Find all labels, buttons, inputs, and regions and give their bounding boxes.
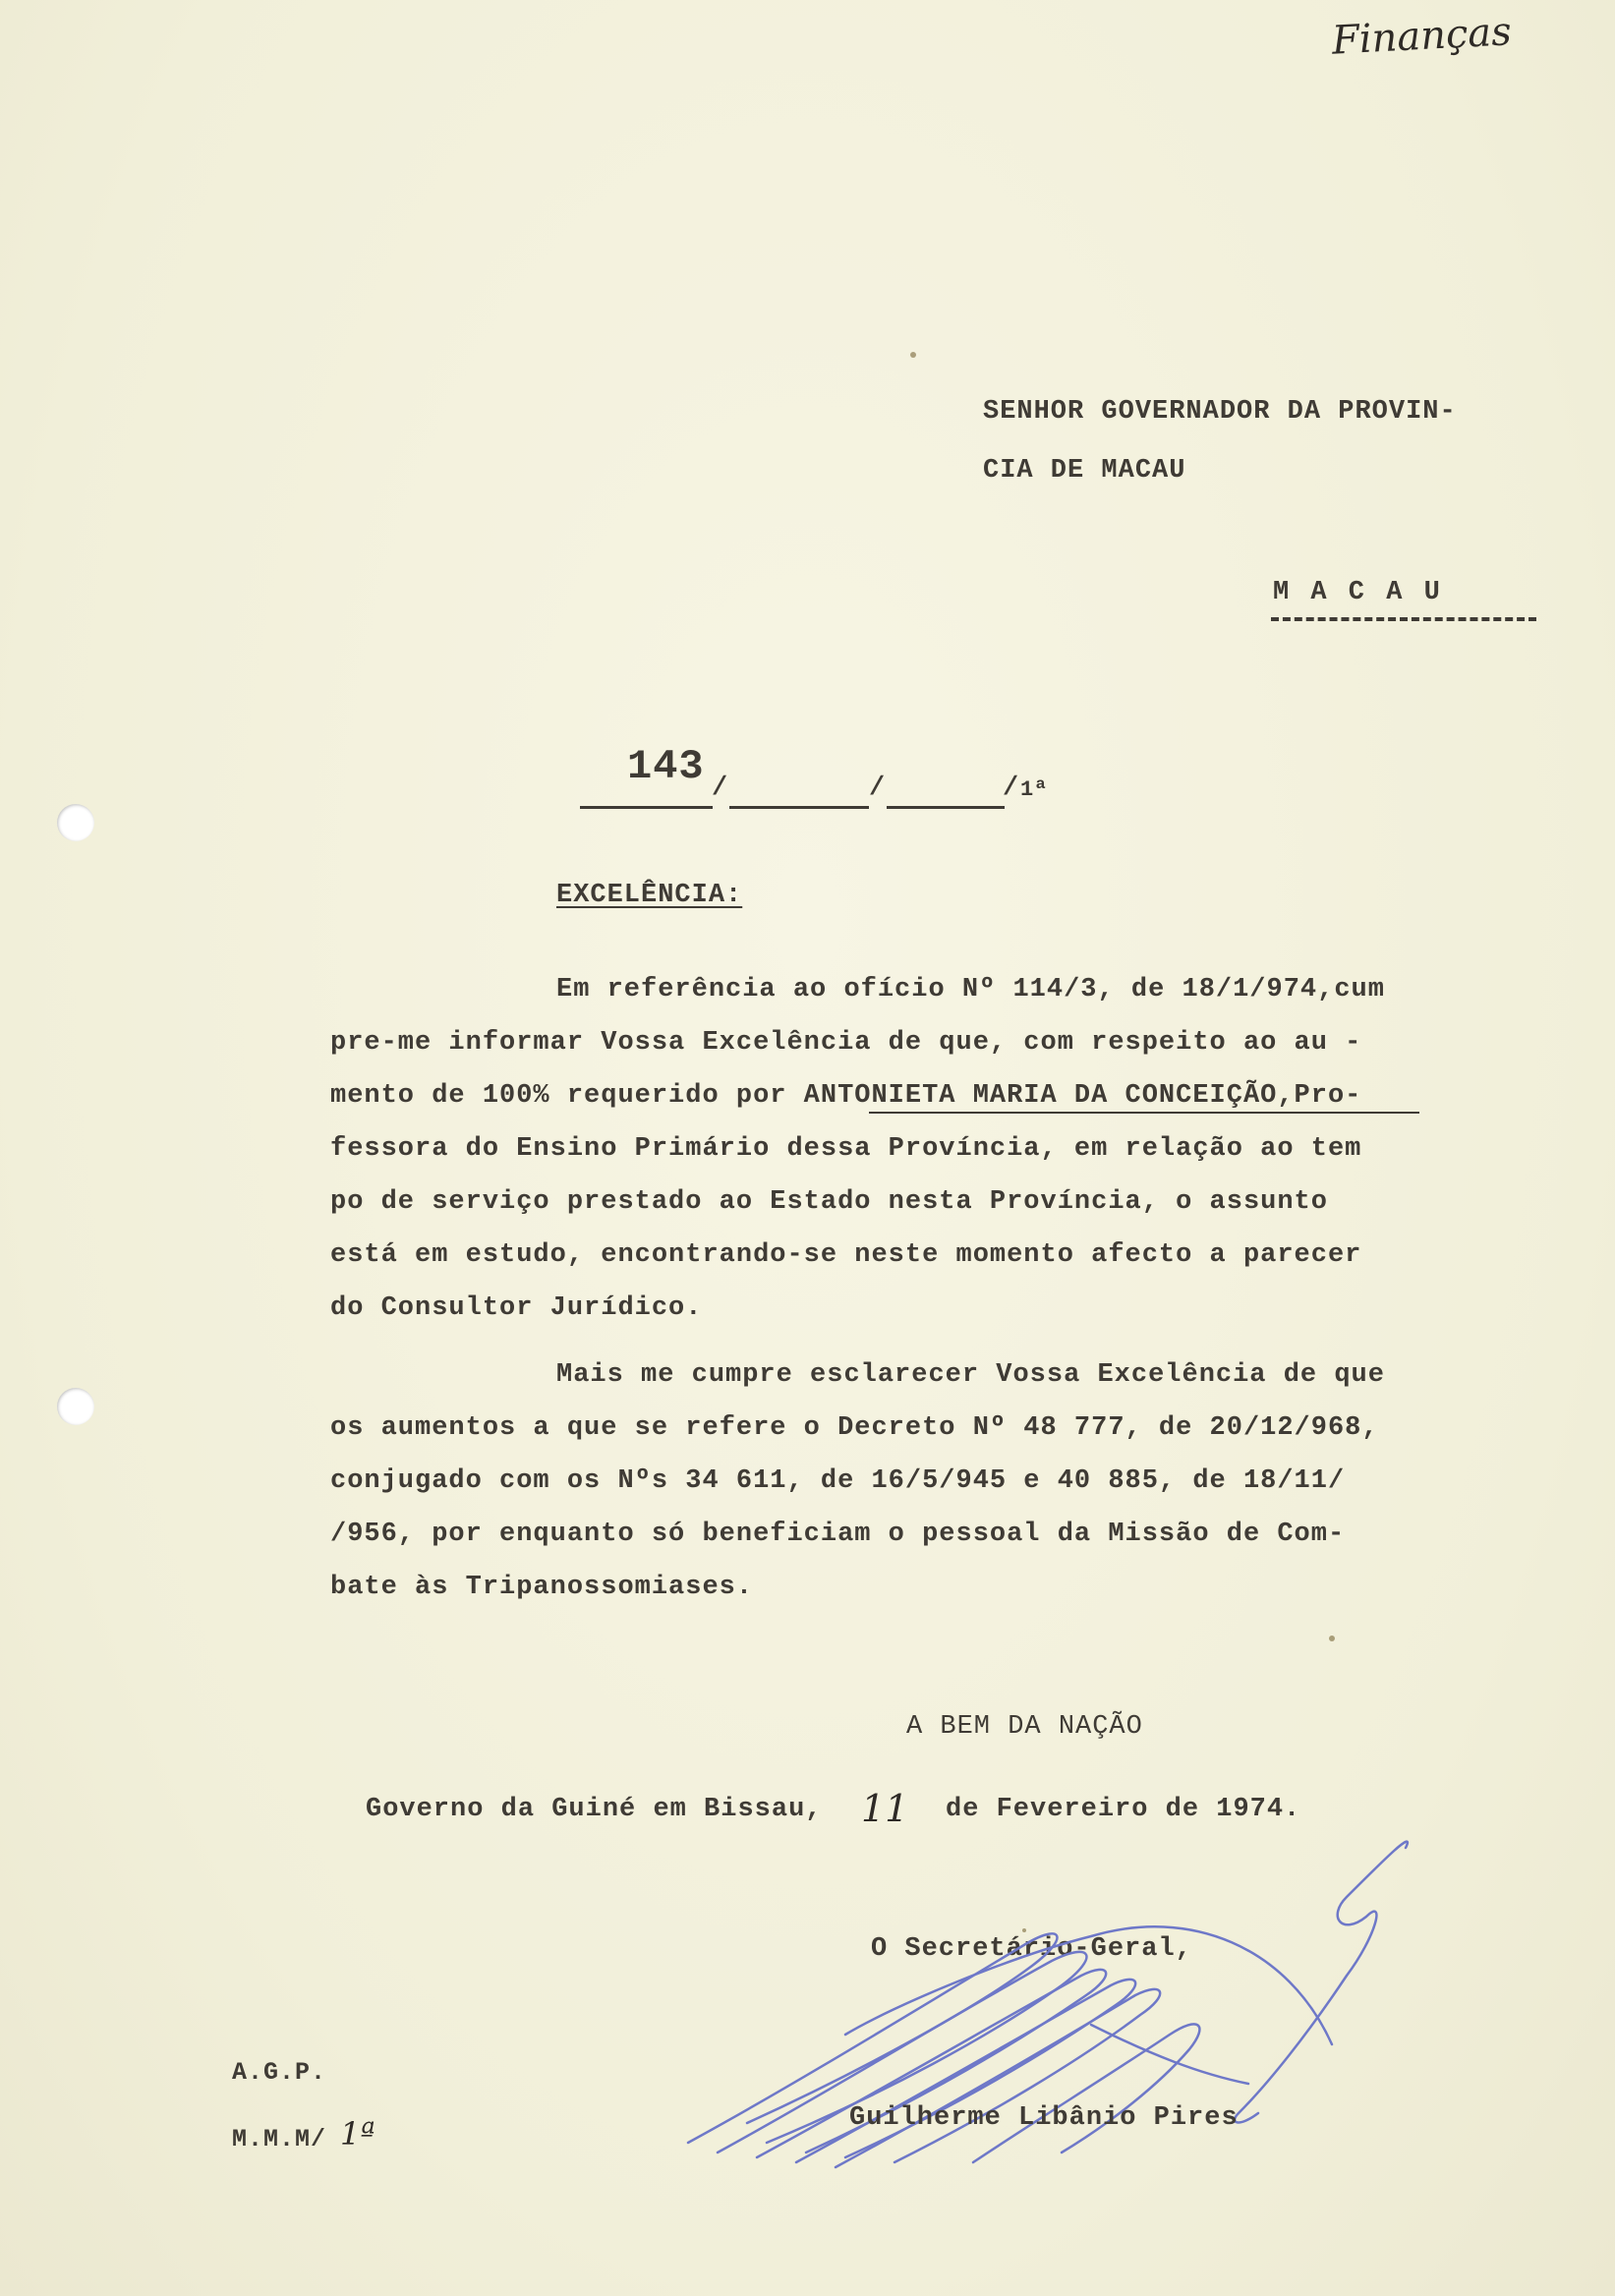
salutation: EXCELÊNCIA: (556, 881, 743, 910)
paragraph-2-line: conjugado com os Nºs 34 611, de 16/5/945 e 40 885, de 18/11/ (330, 1466, 1346, 1496)
closing-day-handwritten: 11 (861, 1787, 909, 1830)
paragraph-2-line: os aumentos a que se refere o Decreto Nº 48 777, de 20/12/968, (330, 1413, 1379, 1443)
paragraph-1-line: pre-me informar Vossa Excelência de que, com respeito ao au - (330, 1028, 1362, 1058)
reference-slash-3: / (1003, 774, 1020, 803)
initials-handwritten: 1ª (340, 2115, 375, 2152)
reference-slash-2: / (869, 774, 887, 803)
initials-line-2: M.M.M/ (232, 2125, 327, 2153)
reference-line-2 (729, 806, 869, 809)
city-underline (1271, 617, 1536, 621)
reference-number: 143 (627, 743, 705, 790)
paragraph-2-line: bate às Tripanossomiases. (330, 1573, 754, 1602)
paragraph-1-line: do Consultor Jurídico. (330, 1293, 703, 1323)
reference-line-3 (887, 806, 1005, 809)
closing-motto: A BEM DA NAÇÃO (906, 1712, 1143, 1742)
signature-scribble (600, 1828, 1435, 2202)
paragraph-1-line: Em referência ao ofício Nº 114/3, de 18/1/974,cum (556, 975, 1385, 1004)
paragraph-1-line: está em estudo, encontrando-se neste momento afecto a parecer (330, 1240, 1362, 1270)
reference-suffix: 1ª (1020, 777, 1049, 802)
reference-slash-1: / (712, 774, 729, 803)
paper-speck (1329, 1636, 1335, 1641)
paragraph-1-line: fessora do Ensino Primário dessa Província, em relação ao tem (330, 1134, 1362, 1164)
addressee-line-1: SENHOR GOVERNADOR DA PROVIN- (983, 397, 1457, 427)
reference-line-1 (580, 806, 713, 809)
signatory-name: Guilherme Libânio Pires (849, 2103, 1239, 2133)
paragraph-2-line: /956, por enquanto só beneficiam o pessoal da Missão de Com- (330, 1520, 1346, 1549)
closing-title: O Secretário-Geral, (871, 1934, 1192, 1964)
paper-speck (910, 352, 916, 358)
initials-line-1: A.G.P. (232, 2058, 327, 2087)
closing-place-date-prefix: Governo da Guiné em Bissau, (366, 1795, 823, 1824)
addressee-line-2: CIA DE MACAU (983, 456, 1186, 486)
punch-hole-upper (57, 804, 94, 841)
paragraph-1-line: mento de 100% requerido por ANTONIETA MARIA DA CONCEIÇÃO,Pro- (330, 1081, 1362, 1111)
closing-place-date-suffix: de Fevereiro de 1974. (946, 1795, 1301, 1824)
paragraph-2-line: Mais me cumpre esclarecer Vossa Excelência de que (556, 1360, 1385, 1390)
addressee-city: M A C A U (1273, 578, 1443, 607)
handwritten-annotation: Finanças (1330, 9, 1513, 64)
punch-hole-lower (57, 1388, 94, 1425)
paragraph-1-line: po de serviço prestado ao Estado nesta Província, o assunto (330, 1187, 1328, 1217)
name-underline (869, 1112, 1419, 1114)
